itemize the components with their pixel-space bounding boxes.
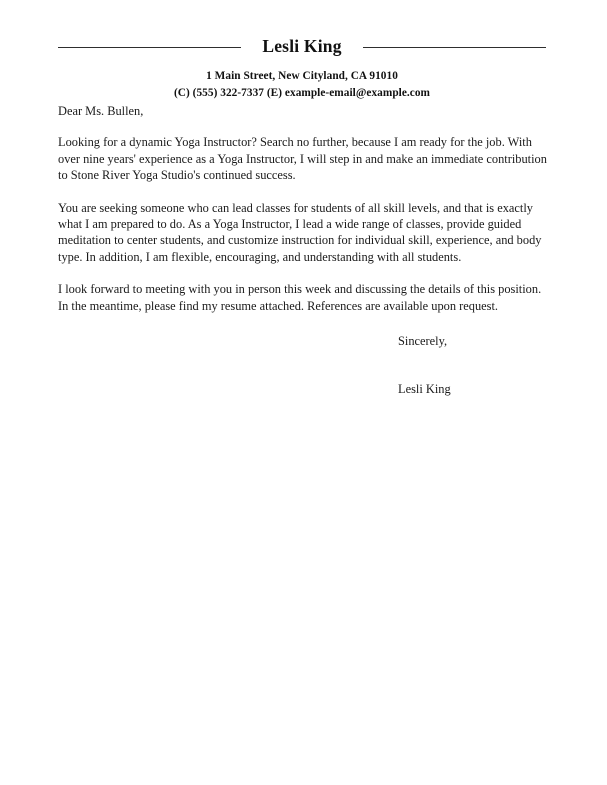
header-rule-right <box>363 47 546 48</box>
letter-body <box>58 103 547 314</box>
closing-block <box>398 333 598 398</box>
signature-name: Lesli King <box>398 382 451 397</box>
body-paragraph-3: I look forward to meeting with you in person this week and discussing the details of this position. In the meantime, please find my resume attached. References are available upon request. <box>58 282 542 313</box>
closing-salutation: Sincerely, <box>398 334 448 348</box>
contact-block <box>58 68 546 101</box>
salutation: Dear Ms. Bullen, <box>58 104 144 118</box>
name-heading-row <box>58 34 546 60</box>
page-title: Lesli King <box>262 36 342 57</box>
letterhead <box>58 34 546 101</box>
body-paragraph-1: Looking for a dynamic Yoga Instructor? Search no further, because I am ready for the job. With over nine years' experience as a Yoga Instructor, I will step in and make an immediate contribution to Stone River Yoga Studio's continued success. <box>58 135 547 183</box>
contact-address: 1 Main Street, New Cityland, CA 91010 <box>206 70 398 82</box>
contact-phone-email: (C) (555) 322-7337 (E) example-email@example.com <box>173 86 431 99</box>
body-paragraph-2: You are seeking someone who can lead classes for students of all skill levels, and that is exactly what I am prepared to do. As a Yoga Instructor, I lead a wide range of classes, provide guided meditation to center students, and customize instruction for individual skill, experience, and body type. In addition, I am flexible, encouraging, and understanding with all students. <box>58 200 542 264</box>
header-rule-left <box>58 47 241 48</box>
